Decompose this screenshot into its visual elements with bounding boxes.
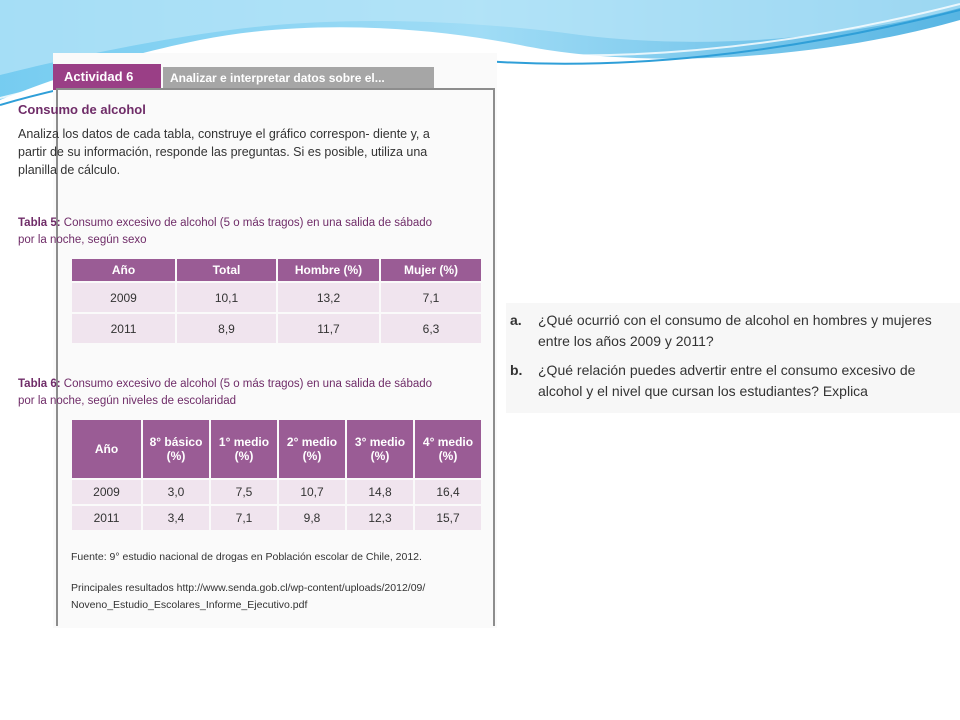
table-cell: 7,1 <box>380 282 482 313</box>
table-5 <box>70 257 483 345</box>
worksheet-intro: Analiza los datos de cada tabla, construye el gráfico correspon- diente y, a partir de su información, responde las preguntas. Si es posible, utiliza una planilla de cálculo. <box>18 127 430 177</box>
table-cell: 16,4 <box>414 479 482 505</box>
table-row <box>71 313 482 344</box>
worksheet-tab-row <box>53 64 434 90</box>
table-row <box>71 505 482 531</box>
table-cell: 12,3 <box>346 505 414 531</box>
questions-panel <box>506 303 960 413</box>
column-header: Año <box>71 258 176 282</box>
table-cell: 8,9 <box>176 313 277 344</box>
question-a-text: ¿Qué ocurrió con el consumo de alcohol en hombres y mujeres entre los años 2009 y 2011? <box>538 312 932 349</box>
table-row <box>71 479 482 505</box>
table-cell: 15,7 <box>414 505 482 531</box>
table-cell: 3,0 <box>142 479 210 505</box>
table-5-caption <box>18 215 438 249</box>
table-6-caption-text: Consumo excesivo de alcohol (5 o más tragos) en una salida de sábado por la noche, según niveles de escolaridad <box>18 378 433 407</box>
table-cell: 11,7 <box>277 313 380 344</box>
table-cell: 7,5 <box>210 479 278 505</box>
source-results-link: Principales resultados http://www.senda.gob.cl/wp-content/uploads/2012/09/ Noveno_Estudio_Escolares_Informe_Ejecutivo.pdf <box>71 582 426 611</box>
table-cell: 13,2 <box>277 282 380 313</box>
table-cell: 10,7 <box>278 479 346 505</box>
table-cell: 3,4 <box>142 505 210 531</box>
table-header-row <box>71 419 482 479</box>
column-header: 8° básico (%) <box>142 419 210 479</box>
table-6-caption-label: Tabla 6: <box>18 378 61 390</box>
table-6-caption <box>18 376 438 410</box>
table-cell: 6,3 <box>380 313 482 344</box>
table-cell: 10,1 <box>176 282 277 313</box>
column-header: Año <box>71 419 142 479</box>
table-row <box>71 282 482 313</box>
question-a-label: a. <box>510 312 522 328</box>
table-5-caption-label: Tabla 5: <box>18 217 61 229</box>
question-b-label: b. <box>510 362 523 378</box>
table-cell: 9,8 <box>278 505 346 531</box>
column-header: 1° medio (%) <box>210 419 278 479</box>
table-5-caption-text: Consumo excesivo de alcohol (5 o más tragos) en una salida de sábado por la noche, según sexo <box>18 217 433 246</box>
column-header: Hombre (%) <box>277 258 380 282</box>
column-header: 4° medio (%) <box>414 419 482 479</box>
table-cell: 2009 <box>71 479 142 505</box>
column-header: Mujer (%) <box>380 258 482 282</box>
table-cell: 7,1 <box>210 505 278 531</box>
table-cell: 2011 <box>71 505 142 531</box>
activity-tab: Actividad 6 <box>53 64 161 90</box>
source-note: Fuente: 9° estudio nacional de drogas en Población escolar de Chile, 2012. <box>71 551 422 563</box>
table-cell: 2011 <box>71 313 176 344</box>
column-header: 3° medio (%) <box>346 419 414 479</box>
column-header: Total <box>176 258 277 282</box>
column-header: 2° medio (%) <box>278 419 346 479</box>
question-b-text: ¿Qué relación puedes advertir entre el consumo excesivo de alcohol y el nivel que cursan los estudiantes? Explica <box>538 362 916 399</box>
activity-title-tab: Analizar e interpretar datos sobre el... <box>163 67 434 90</box>
table-cell: 2009 <box>71 282 176 313</box>
table-cell: 14,8 <box>346 479 414 505</box>
worksheet-heading: Consumo de alcohol <box>18 102 146 117</box>
table-6 <box>70 418 483 532</box>
table-header-row <box>71 258 482 282</box>
